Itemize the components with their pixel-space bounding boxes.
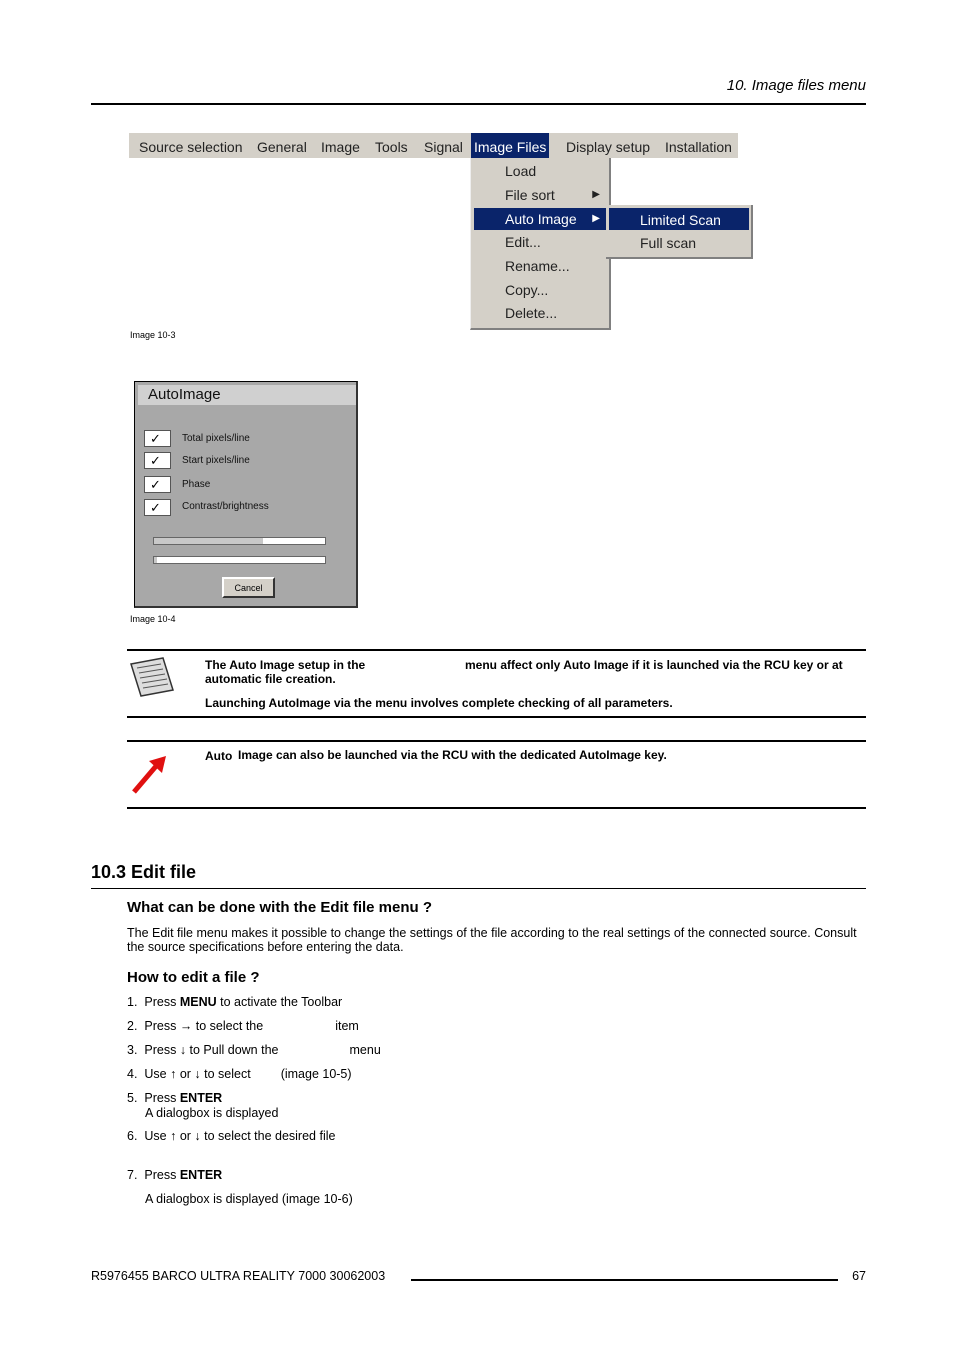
progress-fill-2 [154,557,157,563]
step-5: 5. Press ENTER [127,1091,223,1105]
body-paragraph: The Edit file menu makes it possible to change the settings of the file according to the real settings of the connected source. Consult the source specifications before entering the data. [127,926,857,954]
footer-doc-id: R5976455 BARCO ULTRA REALITY 7000 30062003 [91,1269,386,1283]
autoimage-dialog [134,381,358,608]
step-3: 3. Press ↓ to Pull down the menu [127,1043,381,1057]
menu-tools: Tools [375,139,408,155]
cancel-button: Cancel [222,577,275,598]
step-7-result: A dialogbox is displayed (image 10-6) [145,1192,353,1206]
header-rule [91,103,866,105]
step-6: 6. Use ↑ or ↓ to select the desired file [127,1129,336,1143]
submenu-item-full-scan: Full scan [640,235,697,251]
menu-signal: Signal [424,139,463,155]
footer-rule [411,1279,838,1281]
checkbox-label: Start pixels/line [182,455,250,466]
note-icon [127,656,175,698]
checkbox-label: Phase [182,479,211,490]
step-4: 4. Use ↑ or ↓ to select (image 10-5) [127,1067,352,1081]
menu-image-files: Image Files [471,133,549,158]
note-rule-bottom [127,716,866,718]
image-caption: Image 10-4 [130,614,176,624]
dropdown-item-load: Load [505,163,537,179]
checkbox-phase: ✓ [144,476,171,493]
menu-general: General [257,139,307,155]
menu-bar [129,133,738,158]
checkbox-label: Total pixels/line [182,433,250,444]
submenu-arrow-icon: ▶ [592,189,600,200]
dropdown-item-auto-image: Auto Image ▶ [474,208,606,230]
step-2: 2. Press → to select the item [127,1019,359,1033]
menu-source-selection: Source selection [139,139,243,155]
running-header: 10. Image files menu [726,77,866,94]
section-title: 10.3 Edit file [91,862,197,882]
submenu-item-limited-scan: Limited Scan [609,208,749,230]
note-text: menu affect only Auto Image if it is launched via the RCU key or at [465,658,843,672]
note-rule-top [127,649,866,651]
step-1: 1. Press MENU to activate the Toolbar [127,995,343,1009]
dropdown-item-copy: Copy... [505,282,549,298]
dialog-title: AutoImage [138,385,356,405]
tip-rule-top [127,740,866,742]
subheading-how: How to edit a file ? [127,969,260,986]
arrow-tip-icon [131,755,169,795]
note-text: Launching AutoImage via the menu involves complete checking of all parameters. [205,696,673,710]
menu-display-setup: Display setup [566,139,651,155]
dropdown-item-file-sort: File sort ▶ [474,184,606,206]
checkbox-start-pixels: ✓ [144,452,171,469]
dropdown-item-rename: Rename... [505,258,570,274]
tip-rule-bottom [127,807,866,809]
checkbox-total-pixels: ✓ [144,430,171,447]
menu-installation: Installation [665,139,732,155]
checkbox-label: Contrast/brightness [182,501,269,512]
image-caption: Image 10-3 [130,330,176,340]
auto-image-submenu [606,205,753,259]
tip-text: Image can also be launched via the RCU with the dedicated AutoImage key. [238,748,667,762]
subheading-what: What can be done with the Edit file menu ? [127,899,433,916]
tip-auto-word: Auto [205,749,233,763]
dropdown-item-edit: Edit... [505,234,541,250]
dropdown-item-delete: Delete... [505,305,558,321]
progress-bar-2 [153,556,326,564]
step-5-result: A dialogbox is displayed [145,1106,279,1120]
progress-fill-1 [154,538,263,544]
step-7: 7. Press ENTER [127,1168,223,1182]
submenu-arrow-icon: ▶ [592,213,600,224]
menu-image: Image [321,139,360,155]
section-rule [91,888,866,889]
page-number: 67 [852,1269,866,1283]
note-text: automatic file creation. [205,672,336,686]
progress-bar-1 [153,537,326,545]
checkbox-contrast-brightness: ✓ [144,499,171,516]
note-text: The Auto Image setup in the [205,658,366,672]
image-files-dropdown [470,158,611,330]
